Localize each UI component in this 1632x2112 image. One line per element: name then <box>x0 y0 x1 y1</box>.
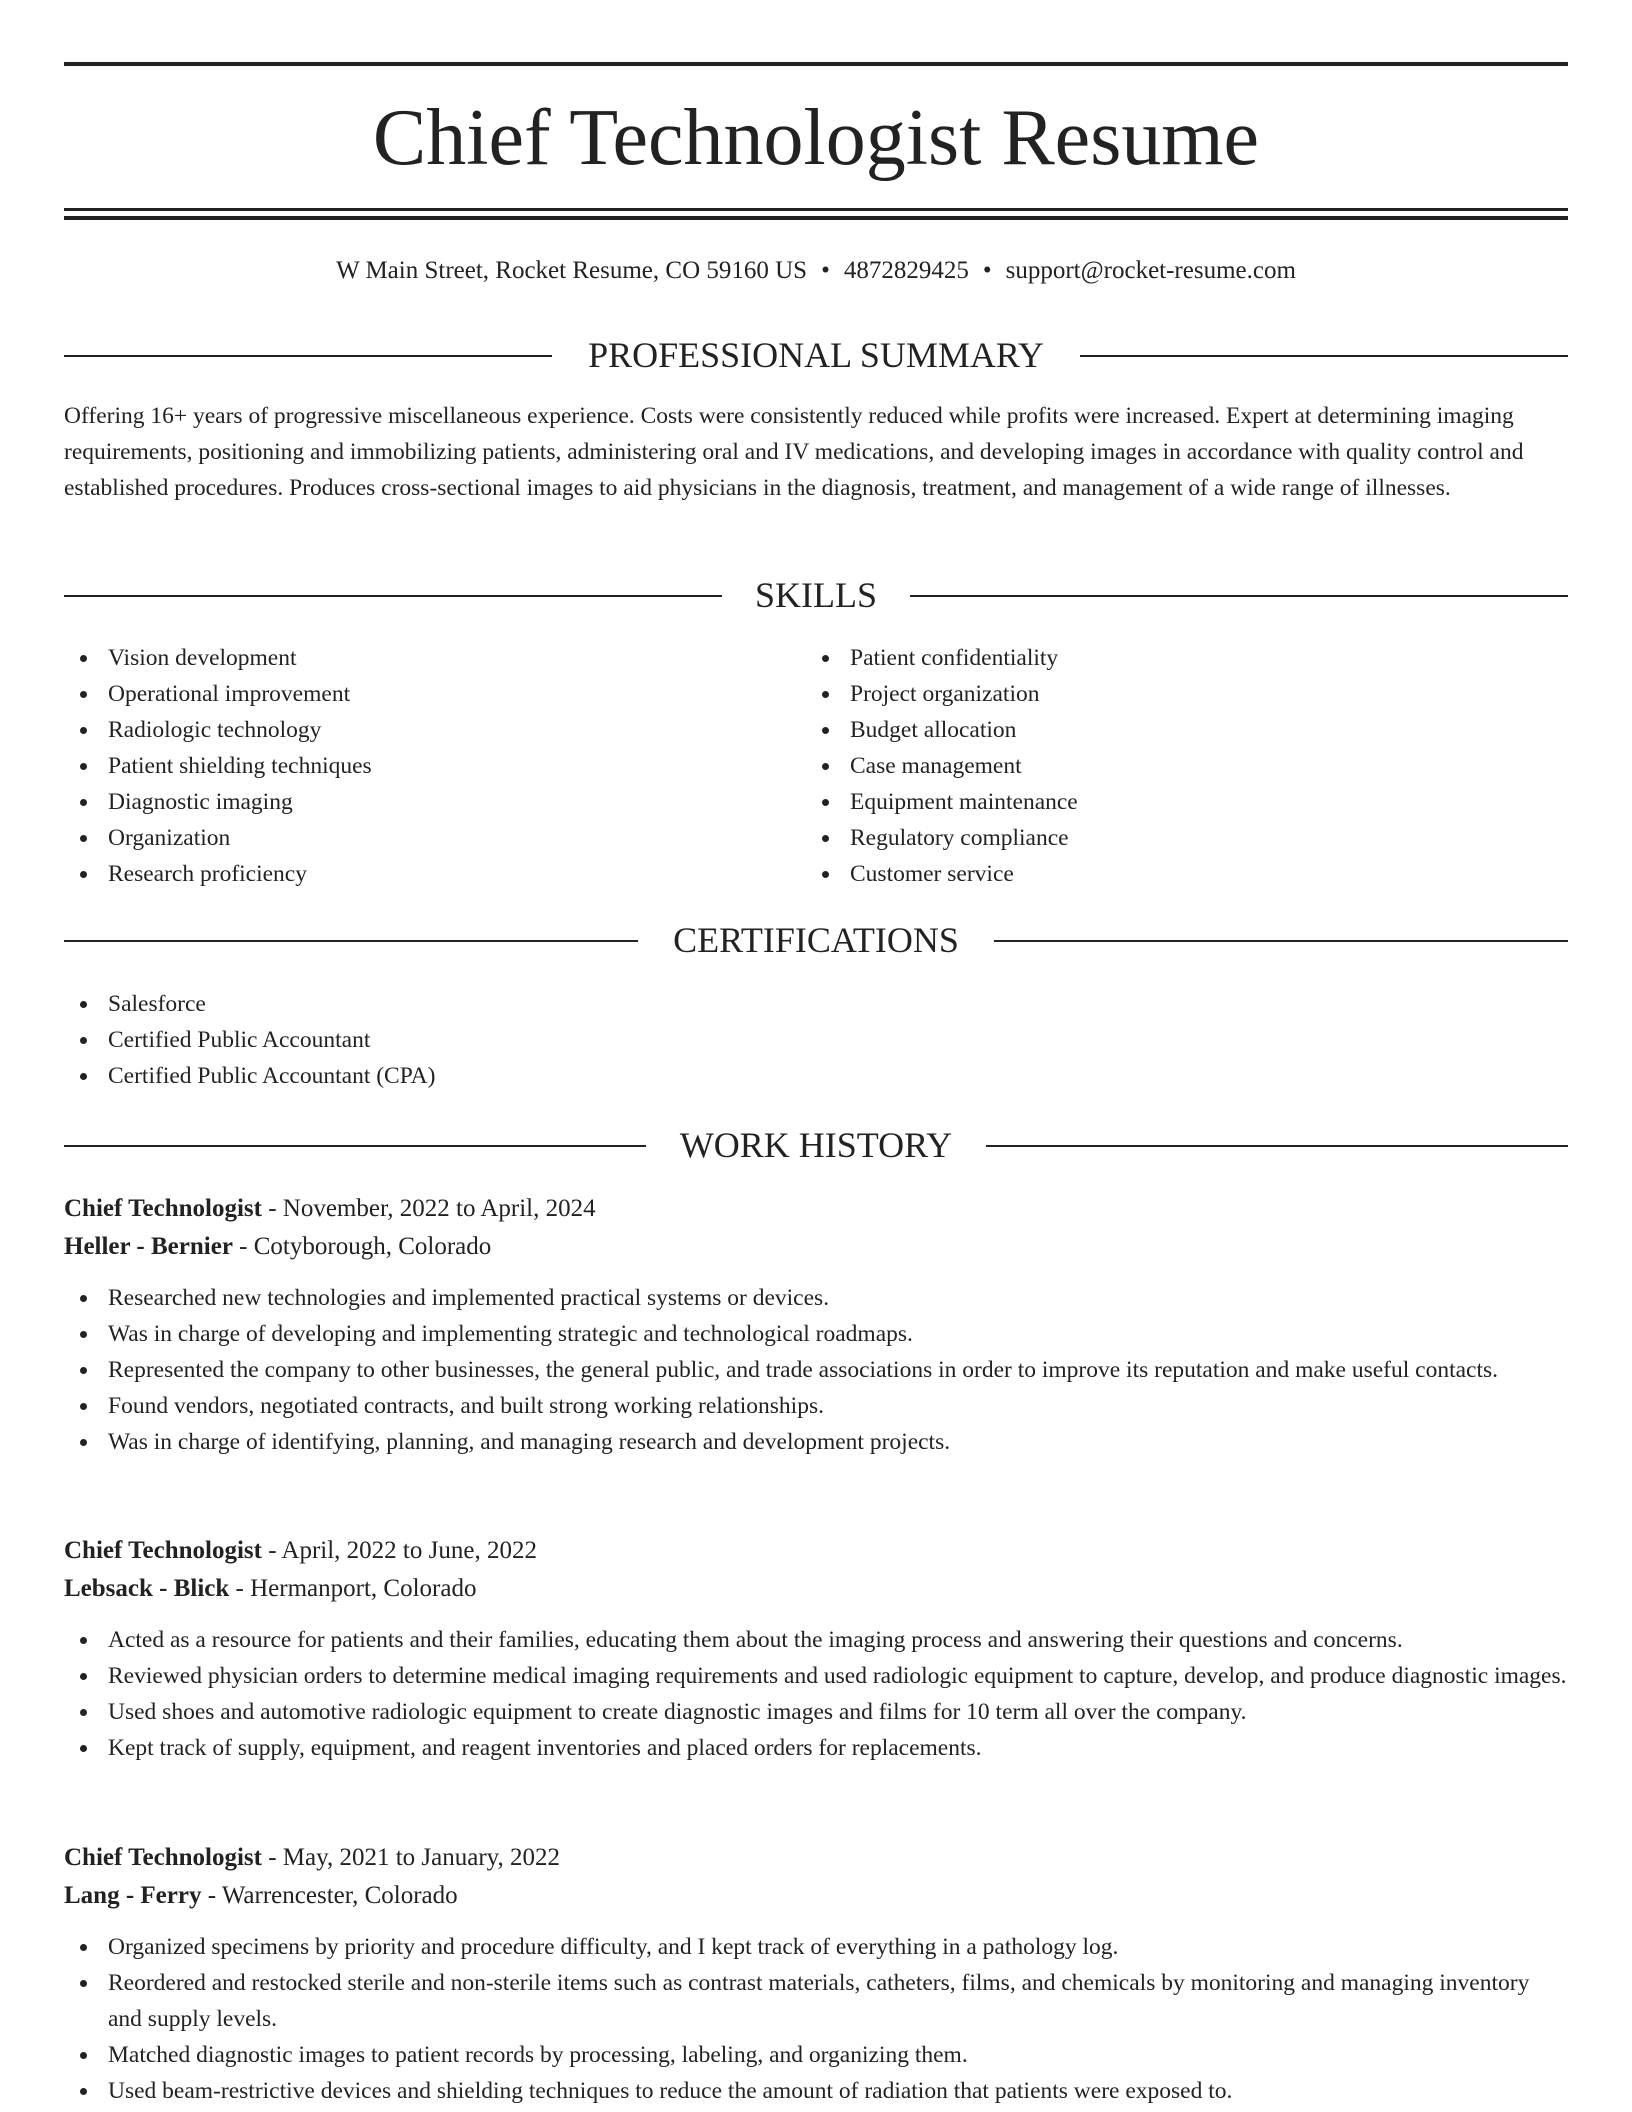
job-duty: Found vendors, negotiated contracts, and built strong working relationships. <box>64 1388 1568 1424</box>
skills-list-right <box>806 640 1506 892</box>
section-title: SKILLS <box>754 575 877 615</box>
skill-item: Research proficiency <box>64 856 764 892</box>
skill-item: Regulatory compliance <box>806 820 1506 856</box>
resume-title: Chief Technologist Resume <box>372 94 1260 182</box>
contact-address: W Main Street, Rocket Resume, CO 59160 US <box>336 257 808 284</box>
job-dates: - April, 2022 to June, 2022 <box>261 1537 537 1564</box>
job-title: Chief Technologist <box>64 1844 262 1871</box>
skill-item: Vision development <box>64 640 764 676</box>
skill-item: Patient shielding techniques <box>64 748 764 784</box>
job-entry <box>64 1839 1568 2109</box>
job-duty: Researched new technologies and implemented practical systems or devices. <box>64 1280 1568 1316</box>
skill-item: Customer service <box>806 856 1506 892</box>
skill-item: Radiologic technology <box>64 712 764 748</box>
job-duty: Reordered and restocked sterile and non-sterile items such as contrast materials, catheters, films, and chemicals by monitoring and managing inventory and supply levels. <box>64 1965 1568 2037</box>
job-title: Chief Technologist <box>64 1537 262 1564</box>
section-title: PROFESSIONAL SUMMARY <box>588 335 1044 375</box>
skills-list-left <box>64 640 764 892</box>
job-duties-list <box>64 1280 1568 1460</box>
job-duty: Matched diagnostic images to patient records by processing, labeling, and organizing them. <box>64 2037 1568 2073</box>
summary-text: Offering 16+ years of progressive miscellaneous experience. Costs were consistently reduced while profits were increased. Expert at determining imaging requirements, positioning and immobilizing patients, administering oral and IV medications, and developing images in accordance with quality control and established procedures. Produces cross-sectional images to aid physicians in the diagnosis, treatment, and management of a wide range of illnesses. <box>64 403 1524 501</box>
certification-item: Certified Public Accountant <box>64 1022 1064 1058</box>
job-title-line <box>64 1190 1568 1228</box>
certifications-list <box>64 986 1064 1094</box>
job-company-line <box>64 1877 1568 1915</box>
top-rule <box>64 62 1568 66</box>
job-title-line <box>64 1839 1568 1877</box>
skill-item: Budget allocation <box>806 712 1506 748</box>
contact-separator: • <box>821 257 830 284</box>
section-title: WORK HISTORY <box>679 1125 953 1165</box>
title-rule-lower <box>64 216 1568 220</box>
contact-line <box>64 254 1568 288</box>
job-entry <box>64 1190 1568 1460</box>
job-duty: Organized specimens by priority and procedure difficulty, and I kept track of everything in a pathology log. <box>64 1929 1568 1965</box>
job-duty: Was in charge of developing and implementing strategic and technological roadmaps. <box>64 1316 1568 1352</box>
job-company: Lang - Ferry <box>64 1882 202 1909</box>
job-duties-list <box>64 1929 1568 2109</box>
certification-item: Certified Public Accountant (CPA) <box>64 1058 1064 1094</box>
skill-item: Organization <box>64 820 764 856</box>
skill-item: Diagnostic imaging <box>64 784 764 820</box>
job-company-line <box>64 1570 1568 1608</box>
job-duty: Acted as a resource for patients and their families, educating them about the imaging process and answering their questions and concerns. <box>64 1622 1568 1658</box>
certification-item: Salesforce <box>64 986 1064 1022</box>
job-duty: Used shoes and automotive radiologic equipment to create diagnostic images and films for 10 term all over the company. <box>64 1694 1568 1730</box>
job-dates: - May, 2021 to January, 2022 <box>261 1844 561 1871</box>
skill-item: Case management <box>806 748 1506 784</box>
job-duty: Represented the company to other businesses, the general public, and trade associations in order to improve its reputation and make useful contacts. <box>64 1352 1568 1388</box>
skill-item: Patient confidentiality <box>806 640 1506 676</box>
job-company: Heller - Bernier <box>64 1233 233 1260</box>
job-duty: Used beam-restrictive devices and shielding techniques to reduce the amount of radiation that patients were exposed to. <box>64 2073 1568 2109</box>
job-location: - Cotyborough, Colorado <box>232 1233 492 1260</box>
job-duty: Reviewed physician orders to determine medical imaging requirements and used radiologic equipment to capture, develop, and produce diagnostic images. <box>64 1658 1568 1694</box>
skill-item: Equipment maintenance <box>806 784 1506 820</box>
contact-separator: • <box>982 257 992 284</box>
section-heading-skills <box>64 573 1568 617</box>
job-location: - Warrencester, Colorado <box>201 1882 458 1909</box>
job-dates: - November, 2022 to April, 2024 <box>261 1195 596 1222</box>
section-title: CERTIFICATIONS <box>673 920 959 960</box>
job-company: Lebsack - Blick <box>64 1575 230 1602</box>
contact-phone: 4872829425 <box>843 257 969 284</box>
job-duty: Kept track of supply, equipment, and reagent inventories and placed orders for replacements. <box>64 1730 1568 1766</box>
skill-item: Project organization <box>806 676 1506 712</box>
title-rule-upper <box>64 208 1568 211</box>
job-duty: Was in charge of identifying, planning, and managing research and development projects. <box>64 1424 1568 1460</box>
job-title-line <box>64 1532 1568 1570</box>
job-entry <box>64 1532 1568 1766</box>
job-company-line <box>64 1228 1568 1266</box>
contact-email[interactable]: support@rocket-resume.com <box>1005 257 1296 284</box>
job-title: Chief Technologist <box>64 1195 262 1222</box>
section-heading-work-history <box>64 1123 1568 1167</box>
section-heading-certifications <box>64 918 1568 962</box>
job-location: - Hermanport, Colorado <box>229 1575 477 1602</box>
section-heading-summary <box>64 333 1568 377</box>
job-duties-list <box>64 1622 1568 1766</box>
skill-item: Operational improvement <box>64 676 764 712</box>
